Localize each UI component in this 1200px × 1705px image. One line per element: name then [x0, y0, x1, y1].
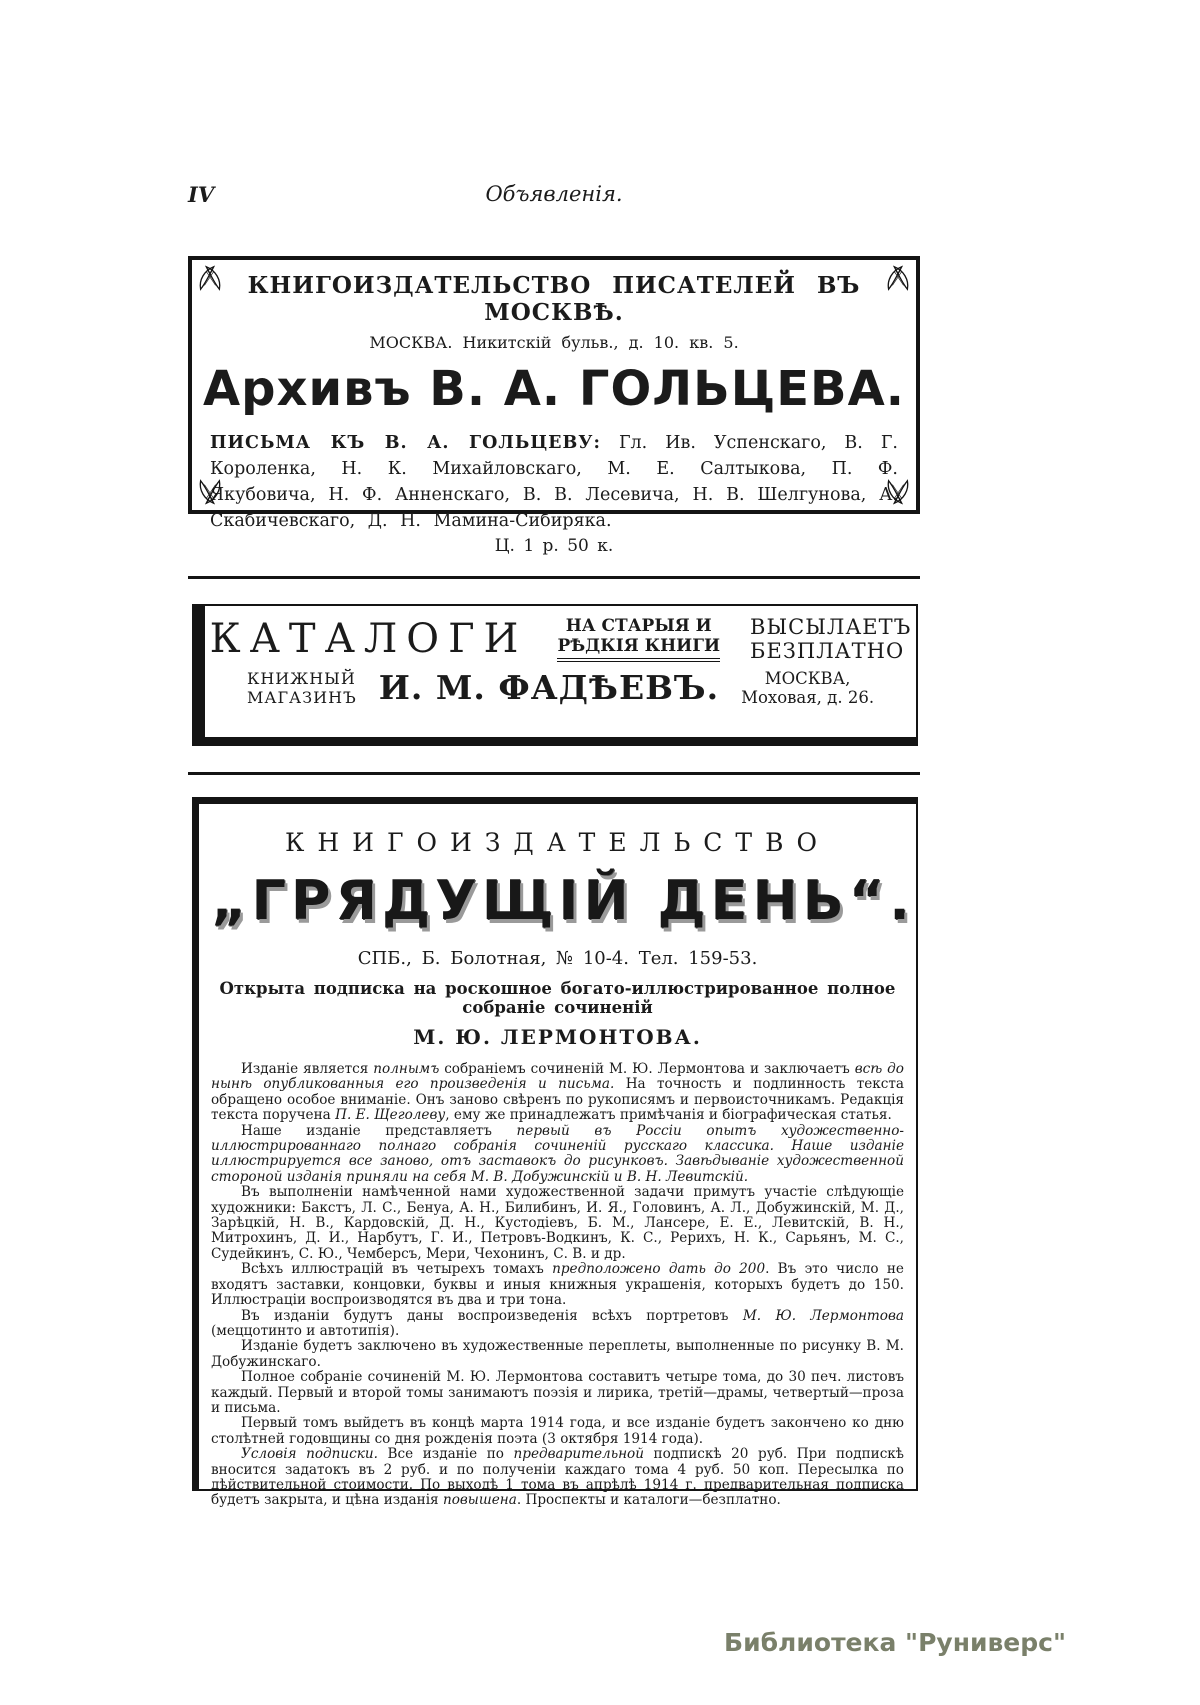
- ad-body-text: [211, 1062, 904, 1509]
- body-paragraph: Въ выполненіи намѣченной нами художественной задачи примутъ участіе слѣдующіе художники: Бакстъ, Л. С., Бенуа, А. Н., Билибинъ, И. Я., Головинъ, А. Л., Добужинскій, М. Д., Зарѣцкій, Н. В., Кардовскій, Д. Н., Кустодіевъ, Б. М., Лансере, Е. Е., Левитскій, В. Н., Митрохинъ, Д. И., Нарбутъ, Г. И., Петровъ-Водкинъ, К. С., Рерихъ, Н. К., Сарьянъ, М. С., Судейкинъ, С. Ю., Чемберсъ, Мери, Чехонинъ, С. В. и др.: [211, 1184, 904, 1262]
- publisher-label: КНИГОИЗДАТЕЛЬСТВО: [285, 828, 830, 857]
- corner-ornament-icon: [883, 263, 913, 293]
- sends-line1: ВЫСЫЛАЕТЪ: [750, 615, 912, 639]
- catalogs-word: КАТАЛОГИ: [209, 616, 528, 662]
- body-paragraph: Первый томъ выйдетъ въ концѣ марта 1914 года, и все изданіе будетъ закончено ко дню столѣтней годовщины со дня рожденія поэта (3 октября 1914 года).: [211, 1415, 904, 1447]
- sends-free: [750, 615, 911, 663]
- book-title: Архивъ В. А. ГОЛЬЦЕВА.: [202, 361, 905, 417]
- subject-line2: РѢДКІЯ КНИГИ: [557, 636, 721, 656]
- ad-fadeev-bookshop: [192, 604, 918, 746]
- corner-ornament-icon: [883, 477, 913, 507]
- shop-owner: И. М. ФАДѢЕВЪ.: [378, 668, 720, 707]
- shop-line2: МАГАЗИНЪ: [246, 687, 357, 707]
- publisher-address: МОСКВА. Никитскій бульв., д. 10. кв. 5.: [369, 333, 739, 352]
- letters-paragraph: [210, 430, 898, 534]
- shop-type: [247, 669, 357, 707]
- publisher-brand: „ГРЯДУЩІЙ ДЕНЬ“.: [211, 869, 915, 932]
- corner-ornament-icon: [195, 263, 225, 293]
- running-title: Объявленія.: [485, 182, 623, 206]
- shop-street: Моховая, д. 26.: [741, 687, 875, 707]
- sends-line2: БЕЗПЛАТНО: [750, 639, 905, 663]
- body-paragraph: Всѣхъ иллюстрацій въ четырехъ томахъ предположено дать до 200. Въ это число не входятъ заставки, концовки, буквы и иныя книжныя украшенія, которыхъ будетъ до 150. Иллюстраціи воспроизводятся въ два и три тона.: [211, 1261, 904, 1309]
- library-watermark: Библиотека "Руниверс": [724, 1628, 1066, 1657]
- shop-address: [741, 669, 874, 707]
- letters-list: Гл. Ив. Успенскаго, В. Г. Короленка, Н. К. Михайловскаго, М. Е. Салтыкова, П. Ф. Якубовича, Н. Ф. Анненскаго, В. В. Лесевича, Н. В. Шелгунова, А. Скабичевскаго, Д. Н. Мамина-Сибиряка.: [210, 433, 898, 531]
- body-paragraph: Изданіе является полнымъ собраніемъ сочиненій М. Ю. Лермонтова и заключаетъ всѣ до нынѣ опубликованныя его произведенія и письма. На точность и подлинность текста обращено особое вниманіе. Онъ заново свѣренъ по рукописямъ и первоисточникамъ. Редакція текста поручена П. Е. Щеголеву, ему же принадлежатъ примѣчанія и біографическая статья.: [211, 1061, 905, 1124]
- shop-city: МОСКВА,: [764, 668, 851, 688]
- body-paragraph: Въ изданіи будутъ даны воспроизведенія всѣхъ портретовъ М. Ю. Лермонтова (меццотинто и автотипія).: [211, 1307, 905, 1339]
- author-name: М. Ю. ЛЕРМОНТОВА.: [413, 1025, 702, 1049]
- horizontal-rule: [188, 576, 920, 579]
- letters-lead: ПИСЬМА КЪ В. А. ГОЛЬЦЕВУ:: [210, 433, 601, 453]
- horizontal-rule: [188, 772, 920, 775]
- publisher-address: СПБ., Б. Болотная, № 10-4. Тел. 159-53.: [357, 948, 758, 969]
- subscription-announcement: Открыта подписка на роскошное богато-иллюстрированное полное собраніе сочиненій: [219, 979, 896, 1017]
- body-paragraph: Наше изданіе представляетъ первый въ Россіи опытъ художественно-иллюстрированнаго полнаго собранія сочиненій русскаго классика. Наше изданіе иллюстрируется все заново, отъ заставокъ до рисунковъ. Завѣдываніе художественной стороной изданія приняли на себя М. В. Добужинскій и В. Н. Левитскій.: [211, 1122, 904, 1185]
- shop-line1: КНИЖНЫЙ: [246, 668, 356, 688]
- catalog-subject: [557, 616, 720, 662]
- page-number: IV: [188, 182, 215, 207]
- body-paragraph: Полное собраніе сочиненій М. Ю. Лермонтова составитъ четыре тома, до 30 печ. листовъ каждый. Первый и второй томы занимаютъ поэзія и лирика, третій—драмы, четвертый—проза и письма.: [211, 1369, 904, 1416]
- body-paragraph: Изданіе будетъ заключено въ художественные переплеты, выполненные по рисунку В. М. Добужинскаго.: [211, 1338, 904, 1370]
- corner-ornament-icon: [195, 477, 225, 507]
- ad-goltsev-archive: [188, 256, 920, 556]
- body-paragraph: Условія подписки. Все изданіе по предварительной подпискѣ 20 руб. При подпискѣ вносится задатокъ въ 2 руб. и по полученіи каждаго тома 4 руб. 50 коп. Пересылка по дѣйствительной стоимости. По выходѣ 1 тома въ апрѣлѣ 1914 г. предварительная подписка будетъ закрыта, и цѣна изданія повышена. Проспекты и каталоги—безплатно.: [211, 1446, 905, 1509]
- subject-line1: НА СТАРЫЯ И: [565, 616, 712, 636]
- price: Ц. 1 р. 50 к.: [494, 536, 614, 556]
- ad-gryadushchiy-den: [192, 797, 918, 1509]
- publisher-name: КНИГОИЗДАТЕЛЬСТВО ПИСАТЕЛЕЙ ВЪ МОСКВѢ.: [247, 272, 861, 326]
